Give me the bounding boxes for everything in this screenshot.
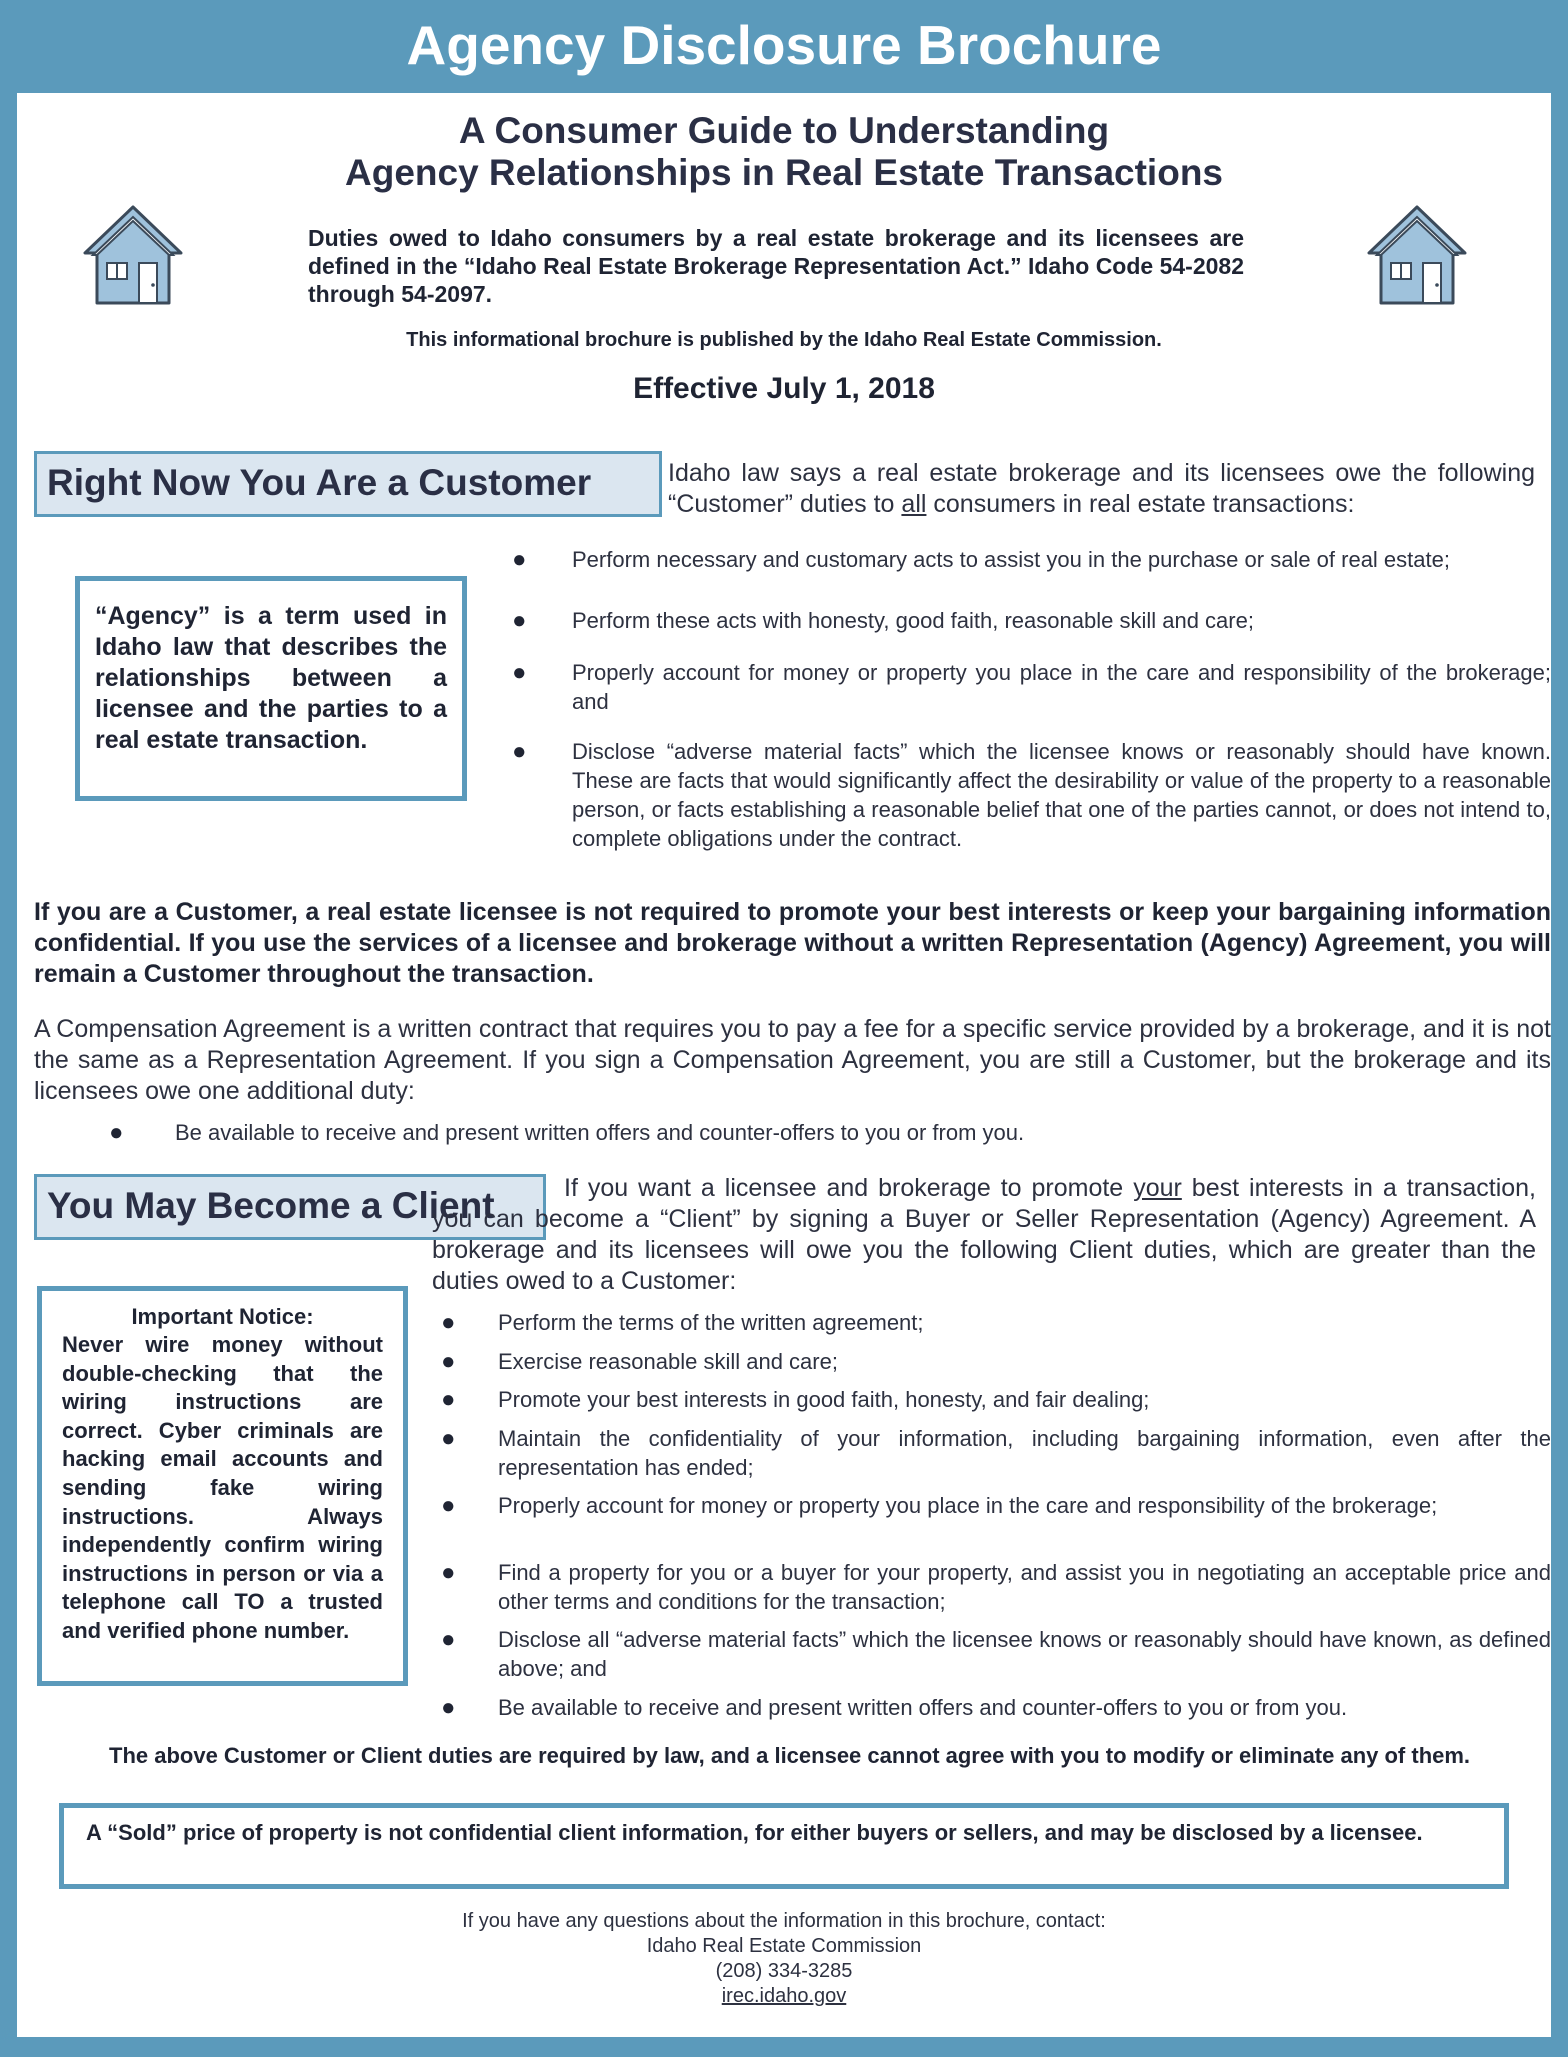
publisher-note: This informational brochure is published by the Idaho Real Estate Commission.: [406, 329, 1162, 351]
client-duty-item: ● Maintain the confidentiality of your information, including bargaining information, even after the representation has ended;: [441, 1425, 1551, 1480]
subtitle-line-2: Agency Relationships in Real Estate Transactions: [345, 152, 1223, 193]
client-duty-item: ● Properly account for money or property you place in the care and responsibility of the brokerage;: [441, 1492, 1438, 1519]
client-duty-item: ● Find a property for you or a buyer for your property, and assist you in negotiating an acceptable price and other terms and conditions for the transaction;: [441, 1559, 1551, 1614]
contact-intro: If you have any questions about the information in this brochure, contact:: [462, 1910, 1106, 1932]
page-title: Agency Disclosure Brochure: [406, 14, 1162, 76]
contact-website-link[interactable]: irec.idaho.gov: [721, 1985, 847, 2007]
client-intro: If you want a licensee and brokerage to promote your best interests in a transaction, you can become a “Client” by signing a Buyer or Seller Representation (Agency) Agreement. A brokerage and its licensees will owe you the following Client duties, which are greater than the duties owed to a Customer:: [432, 1174, 1536, 1295]
customer-duty-item: ● Perform necessary and customary acts to assist you in the purchase or sale of real estate;: [512, 546, 1450, 573]
required-by-law-note: The above Customer or Client duties are required by law, and a licensee cannot agree with you to modify or eliminate any of them.: [109, 1743, 1471, 1768]
client-duties-list: [441, 1308, 1551, 1722]
customer-duty-item: ● Disclose “adverse material facts” which the licensee knows or reasonably should have known. These are facts that would significantly affect the desirability or value of the property to a reasonable person, or facts establishing a reasonable belief that one of the parties cannot, or does not intend to, complete obligations under the contract.: [512, 738, 1551, 851]
client-heading: You May Become a Client: [34, 1174, 546, 1240]
client-duty-item: ● Exercise reasonable skill and care;: [441, 1348, 838, 1375]
house-icon: [83, 203, 183, 307]
compensation-agreement-text: A Compensation Agreement is a written contract that requires you to pay a fee for a specific service provided by a brokerage, and it is not the same as a Representation Agreement. If you sign a Compensation Agreement, you are still a Customer, but the brokerage and its licensees owe one additional duty:: [34, 1015, 1551, 1105]
sold-price-callout: [59, 1803, 1509, 1889]
additional-duty-list: [109, 1118, 1509, 1147]
customer-duty-item: ● Perform these acts with honesty, good faith, reasonable skill and care;: [512, 607, 1254, 634]
brochure-panel: [17, 93, 1551, 2037]
customer-heading: Right Now You Are a Customer: [34, 451, 662, 517]
client-duty-item: ● Disclose all “adverse material facts” which the licensee knows or reasonably should have known, as defined above; and: [441, 1626, 1551, 1681]
contact-org: Idaho Real Estate Commission: [646, 1935, 922, 1957]
client-duty-item: ● Perform the terms of the written agreement;: [441, 1309, 924, 1336]
contact-phone: (208) 334-3285: [715, 1960, 853, 1982]
agency-definition: “Agency” is a term used in Idaho law that describes the relationships between a licensee and the parties to a real estate transaction.: [95, 602, 447, 754]
notice-title: Important Notice:: [131, 1304, 314, 1329]
agency-definition-callout: [75, 576, 467, 801]
subtitle-line-1: A Consumer Guide to Understanding: [458, 110, 1110, 151]
wire-fraud-notice: [37, 1286, 408, 1686]
customer-duties-list: [512, 545, 1551, 853]
customer-warning: If you are a Customer, a real estate licensee is not required to promote your best interests or keep your bargaining information confidential. If you use the services of a licensee and brokerage without a written Representation (Agency) Agreement, you will remain a Customer throughout the transaction.: [34, 898, 1551, 988]
effective-date: Effective July 1, 2018: [633, 372, 935, 405]
client-duty-item: ● Promote your best interests in good faith, honesty, and fair dealing;: [441, 1386, 1150, 1413]
house-icon: [1367, 203, 1467, 307]
notice-body: Never wire money without double-checking that the wiring instructions are correct. Cyber criminals are hacking email accounts and sending fake wiring instructions. Always independently confirm wiring instructions in person or via a telephone call TO a trusted and verified phone number.: [62, 1332, 383, 1643]
client-duty-item: ● Be available to receive and present written offers and counter-offers to you or from you.: [441, 1694, 1348, 1721]
customer-duty-item: ● Properly account for money or property you place in the care and responsibility of the brokerage; and: [512, 659, 1551, 714]
sold-price-note: A “Sold” price of property is not confidential client information, for either buyers or sellers, and may be disclosed by a licensee.: [86, 1820, 1423, 1845]
brokerage-act-intro: Duties owed to Idaho consumers by a real estate brokerage and its licensees are defined in the “Idaho Real Estate Brokerage Representation Act.” Idaho Code 54-2082 through 54-2097.: [308, 225, 1244, 307]
additional-duty-item: ● Be available to receive and present written offers and counter-offers to you or from you.: [109, 1119, 1025, 1146]
customer-intro: Idaho law says a real estate brokerage and its licensees owe the following “Customer” duties to all consumers in real estate transactions:: [668, 459, 1535, 518]
